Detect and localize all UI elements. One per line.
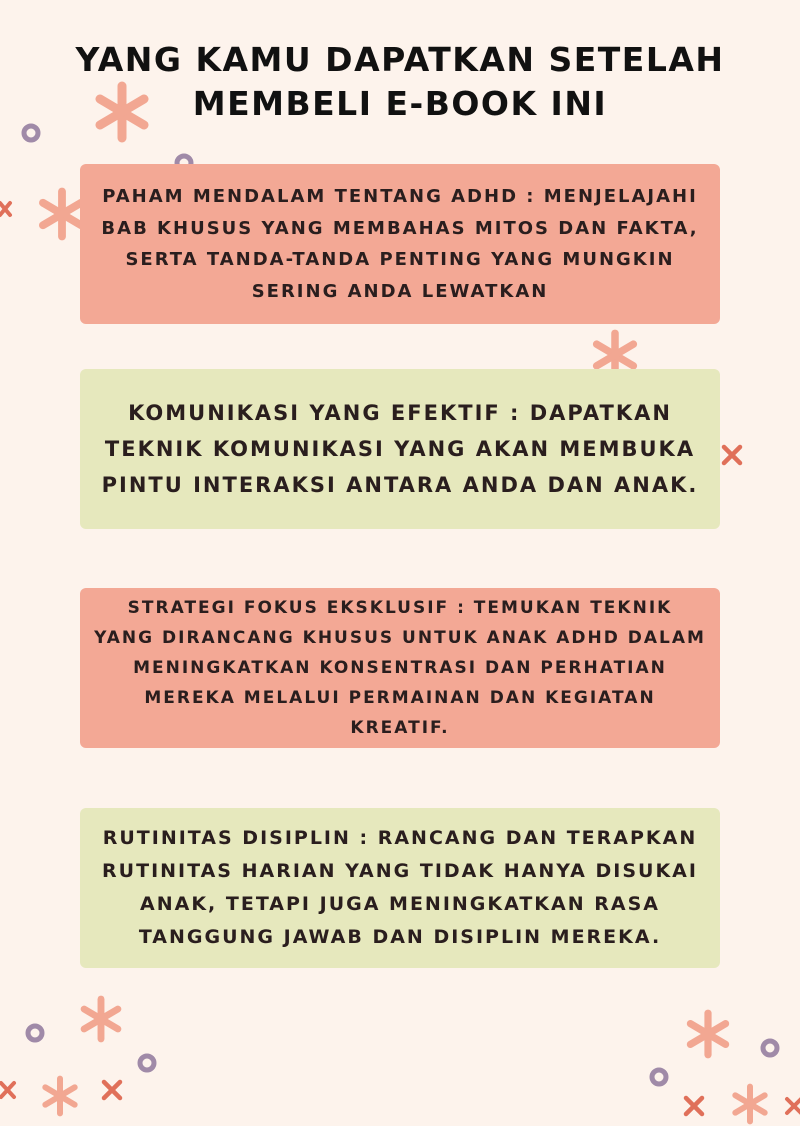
cross-icon bbox=[0, 1080, 16, 1100]
cross-icon bbox=[786, 1096, 800, 1116]
benefit-card-text: KOMUNIKASI YANG EFEKTIF : DAPATKAN TEKNIK KOMUNIKASI YANG AKAN MEMBUKA PINTU INTERAKSI ANTARA ANDA DAN ANAK. bbox=[101, 401, 699, 497]
cross-icon bbox=[100, 1078, 124, 1102]
asterisk-icon bbox=[684, 1010, 732, 1058]
cross-icon bbox=[720, 443, 744, 467]
cross-icon bbox=[682, 1094, 706, 1118]
ring-icon bbox=[136, 1052, 158, 1074]
asterisk-icon bbox=[40, 1076, 80, 1116]
benefit-card-discipline-routine bbox=[80, 808, 720, 968]
page-title-line-1: YANG KAMU DAPATKAN SETELAH bbox=[75, 40, 725, 79]
ring-icon bbox=[24, 1022, 46, 1044]
asterisk-icon bbox=[78, 996, 124, 1042]
benefit-card-text: RUTINITAS DISIPLIN : RANCANG DAN TERAPKAN RUTINITAS HARIAN YANG TIDAK HANYA DISUKAI ANAK, TETAPI JUGA MENINGKATKAN RASA TANGGUNG JAWAB DAN DISIPLIN MEREKA. bbox=[102, 827, 698, 948]
benefit-card-focus-strategy bbox=[80, 588, 720, 748]
page-title bbox=[0, 38, 800, 126]
cross-icon bbox=[0, 200, 12, 218]
asterisk-icon bbox=[730, 1084, 770, 1124]
benefit-card-text: PAHAM MENDALAM TENTANG ADHD : MENJELAJAHI BAB KHUSUS YANG MEMBAHAS MITOS DAN FAKTA, SERTA TANDA-TANDA PENTING YANG MUNGKIN SERING ANDA LEWATKAN bbox=[101, 186, 699, 302]
page-title-line-2: MEMBELI E-BOOK INI bbox=[192, 84, 608, 123]
benefit-card-adhd-understanding bbox=[80, 164, 720, 324]
ring-icon bbox=[648, 1066, 670, 1088]
benefit-card-text: STRATEGI FOKUS EKSKLUSIF : TEMUKAN TEKNIK YANG DIRANCANG KHUSUS UNTUK ANAK ADHD DALAM MENINGKATKAN KONSENTRASI DAN PERHATIAN MEREKA MELALUI PERMAINAN DAN KEGIATAN KREATIF. bbox=[94, 598, 706, 738]
ring-icon bbox=[759, 1037, 781, 1059]
benefit-card-communication bbox=[80, 369, 720, 529]
